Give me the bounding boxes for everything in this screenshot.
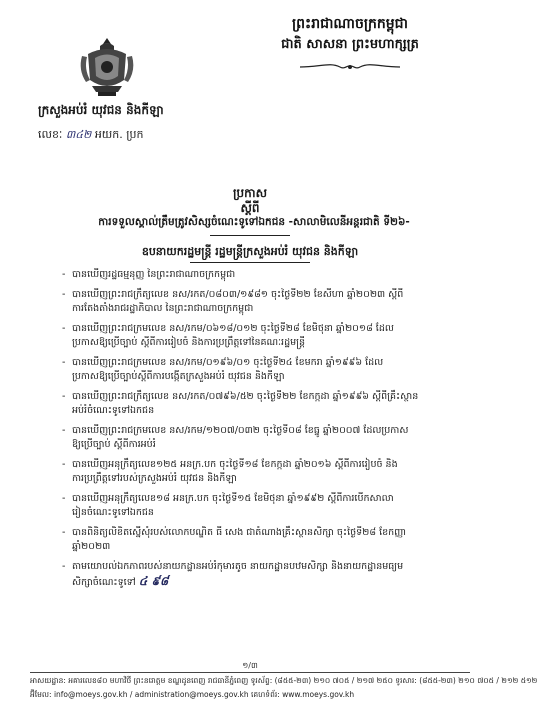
legal-basis-item bbox=[62, 390, 472, 418]
clause-line: បានឃើញព្រះរាជក្រឹត្យលេខ នស/រកត/០៧៩៦/៥២ ចុះថ្ងៃទី២២ ខែកក្កដា ឆ្នាំ១៩៩៦ ស្តីពីគ្រឹះស្ថាន bbox=[72, 391, 419, 402]
clause-line: ឆ្នាំ២០២៣ bbox=[72, 541, 111, 552]
list-dash: - bbox=[62, 527, 66, 538]
document-type: ប្រកាស bbox=[232, 186, 268, 200]
legal-basis-item bbox=[62, 492, 472, 520]
list-dash: - bbox=[62, 357, 66, 368]
clause-line: ប្រកាសឱ្យប្រើច្បាប់ស្តីពីការបង្កើតក្រសួងអប់រំ យុវជន និងកីឡា bbox=[72, 371, 285, 382]
clause-line: បានឃើញរដ្ឋធម្មនុញ្ញ នៃព្រះរាជាណាចក្រកម្ពុជា bbox=[72, 269, 236, 280]
list-dash: - bbox=[62, 425, 66, 436]
list-dash: - bbox=[62, 269, 66, 280]
list-dash: - bbox=[62, 323, 66, 334]
authority-underline bbox=[190, 262, 310, 263]
clause-line: បានឃើញព្រះរាជក្រឹត្យលេខ នស/រកត/០៨០៣/១៩៨១ ចុះថ្ងៃទី២២ ខែសីហា ឆ្នាំ២០២៣ ស្តីពី bbox=[72, 289, 404, 300]
reference-number: ៣៤២ bbox=[65, 128, 92, 141]
legal-basis-item bbox=[62, 356, 472, 384]
clause-line: បានឃើញព្រះរាជក្រមលេខ នស/រកម/១២០៧/០៣២ ចុះថ្ងៃទី០៨ ខែធ្នូ ឆ្នាំ២០០៧ ដែលប្រកាស bbox=[72, 425, 409, 436]
legal-basis-item bbox=[62, 560, 472, 590]
legal-basis-item bbox=[62, 458, 472, 486]
clause-line: ការតែងតាំងរាជរដ្ឋាភិបាល នៃព្រះរាជាណាចក្រកម្ពុជា bbox=[72, 303, 254, 314]
clause-line: ការប្រព្រឹត្តទៅរបស់ក្រសួងអប់រំ យុវជន និងកីឡា bbox=[72, 473, 237, 484]
list-dash: - bbox=[62, 459, 66, 470]
clause-line: អប់រំចំណេះទូទៅឯកជន bbox=[72, 405, 155, 416]
decorative-ornament bbox=[300, 58, 400, 70]
issuing-authority: ឧបនាយករដ្ឋមន្ត្រី រដ្ឋមន្ត្រីក្រសួងអប់រំ យុវជន និងកីឡា bbox=[141, 245, 359, 258]
title-underline bbox=[210, 235, 290, 236]
legal-basis-item bbox=[62, 424, 472, 452]
footer-address: អាសយដ្ឋាន: អគារលេខ៨០ មហាវិថី ព្រះនរោត្តម ខណ្ឌដូនពេញ រាជធានីភ្នំពេញ ទូរស័ព្ទ: (៨៥៥-២៣) ២១០ ៧០៥ / ២១៧ ២៥០ ទូរសារ: (៨៥៥-២៣) ២១០ ៧០៥ / ២១២ ៥១២ bbox=[30, 676, 537, 685]
reference-number-line bbox=[38, 128, 238, 144]
subject-label: ស្តីពី bbox=[240, 201, 260, 215]
clause-line: តាមយោបល់ឯកភាពរបស់នាយកដ្ឋានអប់រំកុមារតូច នាយកដ្ឋានបឋមសិក្សា និងនាយកដ្ឋានមធ្យម bbox=[72, 561, 404, 572]
reference-suffix: អយក. ប្រក bbox=[94, 128, 144, 141]
list-dash: - bbox=[62, 493, 66, 504]
clause-line: បានឃើញព្រះរាជក្រមលេខ នស/រកម/០៦១៨/០១២ ចុះថ្ងៃទី២៨ ខែមិថុនា ឆ្នាំ២០១៨ ដែល bbox=[72, 323, 394, 334]
legal-basis-item bbox=[62, 526, 472, 554]
kingdom-motto: ជាតិ សាសនា ព្រះមហាក្សត្រ bbox=[281, 37, 419, 52]
list-dash: - bbox=[62, 391, 66, 402]
clause-line: បានឃើញអនុក្រឹត្យលេខ១៨ អនក្រ.បក ចុះថ្ងៃទី១៥ ខែមិថុនា ឆ្នាំ១៩៩២ ស្តីពីការបើកសាលា bbox=[72, 493, 394, 504]
legal-basis-item bbox=[62, 288, 472, 316]
page-number: ១/៣ bbox=[242, 661, 258, 670]
clause-line: បានពិនិត្យលិខិតស្នើសុំរបស់លោកបណ្ឌិត ធី សេង ជាតំណាងគ្រឹះស្ថានសិក្សា ចុះថ្ងៃទី២៨ ខែកញ្ញា bbox=[72, 527, 407, 538]
legal-basis-item bbox=[62, 268, 472, 282]
document-subject: ការទទួលស្គាល់ត្រឹមត្រូវសិស្សចំណេះទូទៅឯកជន -សាលាមិលេនីអន្តរជាតិ ទី២៦- bbox=[98, 216, 410, 228]
handwritten-note: ៤ ៩៨ bbox=[138, 574, 169, 588]
kingdom-title: ព្រះរាជាណាចក្រកម្ពុជា bbox=[291, 16, 408, 32]
legal-basis-list bbox=[62, 268, 472, 596]
list-dash: - bbox=[62, 561, 66, 572]
reference-label: លេខៈ bbox=[38, 128, 63, 141]
clause-line: ប្រកាសឱ្យប្រើច្បាប់ ស្តីពីការរៀបចំ និងការប្រព្រឹត្តទៅនៃគណៈរដ្ឋមន្ត្រី bbox=[72, 337, 305, 348]
ministry-name: ក្រសួងអប់រំ យុវជន និងកីឡា bbox=[38, 103, 164, 117]
list-dash: - bbox=[62, 289, 66, 300]
clause-line-text: សិក្សាចំណេះទូទៅ bbox=[72, 577, 136, 588]
clause-line: រៀនចំណេះទូទៅឯកជន bbox=[72, 507, 154, 518]
clause-line: បានឃើញព្រះរាជក្រមលេខ នស/រកម/០១៩៦/០១ ចុះថ្ងៃទី២៤ ខែមករា ឆ្នាំ១៩៩៦ ដែល bbox=[72, 357, 384, 368]
footer-divider bbox=[30, 672, 470, 673]
clause-line: បានឃើញអនុក្រឹត្យលេខ១២៥ អនក្រ.បក ចុះថ្ងៃទី១៨ ខែកក្កដា ឆ្នាំ២០១៦ ស្តីពីការរៀបចំ និង bbox=[72, 459, 398, 470]
footer-contact: អ៊ីមែល: info@moeys.gov.kh / administration@moeys.gov.kh គេហទំព័រ: www.moeys.gov.kh bbox=[30, 690, 355, 699]
ministry-emblem-icon bbox=[78, 36, 136, 98]
legal-basis-item bbox=[62, 322, 472, 350]
clause-line-with-handwriting bbox=[72, 574, 472, 590]
clause-line: ឱ្យប្រើច្បាប់ ស្តីពីការអប់រំ bbox=[72, 439, 156, 450]
